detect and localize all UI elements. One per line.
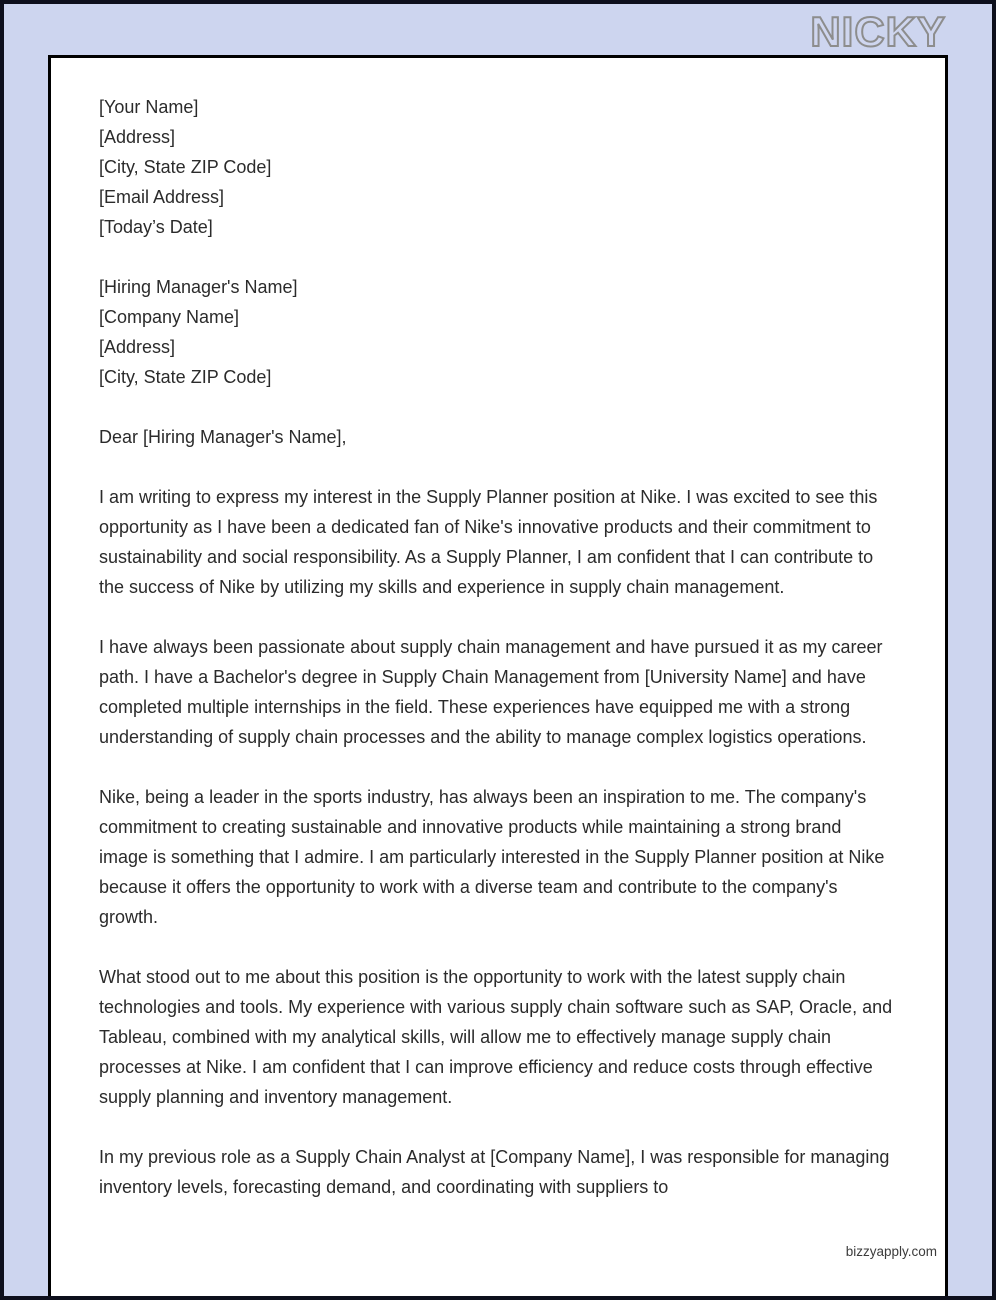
recipient-address-line: [Address] bbox=[99, 337, 176, 357]
sender-block bbox=[99, 92, 895, 242]
paragraph-intro: I am writing to express my interest in the Supply Planner position at Nike. I was excited to see this opportunity as I have been a dedicated fan of Nike's innovative products and their commitment to sustainability and social responsibility. As a Supply Planner, I am confident that I can contribute to the success of Nike by utilizing my skills and experience in supply chain management. bbox=[99, 487, 878, 597]
sender-city-line: [City, State ZIP Code] bbox=[99, 157, 272, 177]
watermark-url: bizzyapply.com bbox=[845, 1244, 937, 1259]
sender-address-line: [Address] bbox=[99, 127, 176, 147]
paragraph-background: I have always been passionate about supply chain management and have pursued it as my career path. I have a Bachelor's degree in Supply Chain Management from [University Name] and have completed multiple internships in the field. These experiences have equipped me with a strong understanding of supply chain processes and the ability to manage complex logistics operations. bbox=[99, 637, 883, 747]
paragraph-motivation: Nike, being a leader in the sports industry, has always been an inspiration to me. The company's commitment to creating sustainable and innovative products while maintaining a strong brand image is something that I admire. I am particularly interested in the Supply Planner position at Nike because it offers the opportunity to work with a diverse team and contribute to the company's growth. bbox=[99, 787, 885, 927]
recipient-company-line: [Company Name] bbox=[99, 307, 240, 327]
sender-email-line: [Email Address] bbox=[99, 187, 225, 207]
recipient-block bbox=[99, 272, 895, 392]
paragraph-skills: What stood out to me about this position is the opportunity to work with the latest supply chain technologies and tools. My experience with various supply chain software such as SAP, Oracle, and Tableau, combined with my analytical skills, will allow me to effectively manage supply chain processes at Nike. I am confident that I can improve efficiency and reduce costs through effective supply planning and inventory management. bbox=[99, 967, 893, 1107]
recipient-name-line: [Hiring Manager's Name] bbox=[99, 277, 298, 297]
letter-page bbox=[48, 55, 948, 1300]
sender-name-line: [Your Name] bbox=[99, 97, 199, 117]
recipient-city-line: [City, State ZIP Code] bbox=[99, 367, 272, 387]
letter-date-line: [Today’s Date] bbox=[99, 217, 213, 237]
paragraph-experience: In my previous role as a Supply Chain Analyst at [Company Name], I was responsible for managing inventory levels, forecasting demand, and coordinating with suppliers to bbox=[99, 1147, 890, 1197]
brand-logo: NICKY bbox=[810, 8, 946, 55]
salutation: Dear [Hiring Manager's Name], bbox=[99, 427, 347, 447]
